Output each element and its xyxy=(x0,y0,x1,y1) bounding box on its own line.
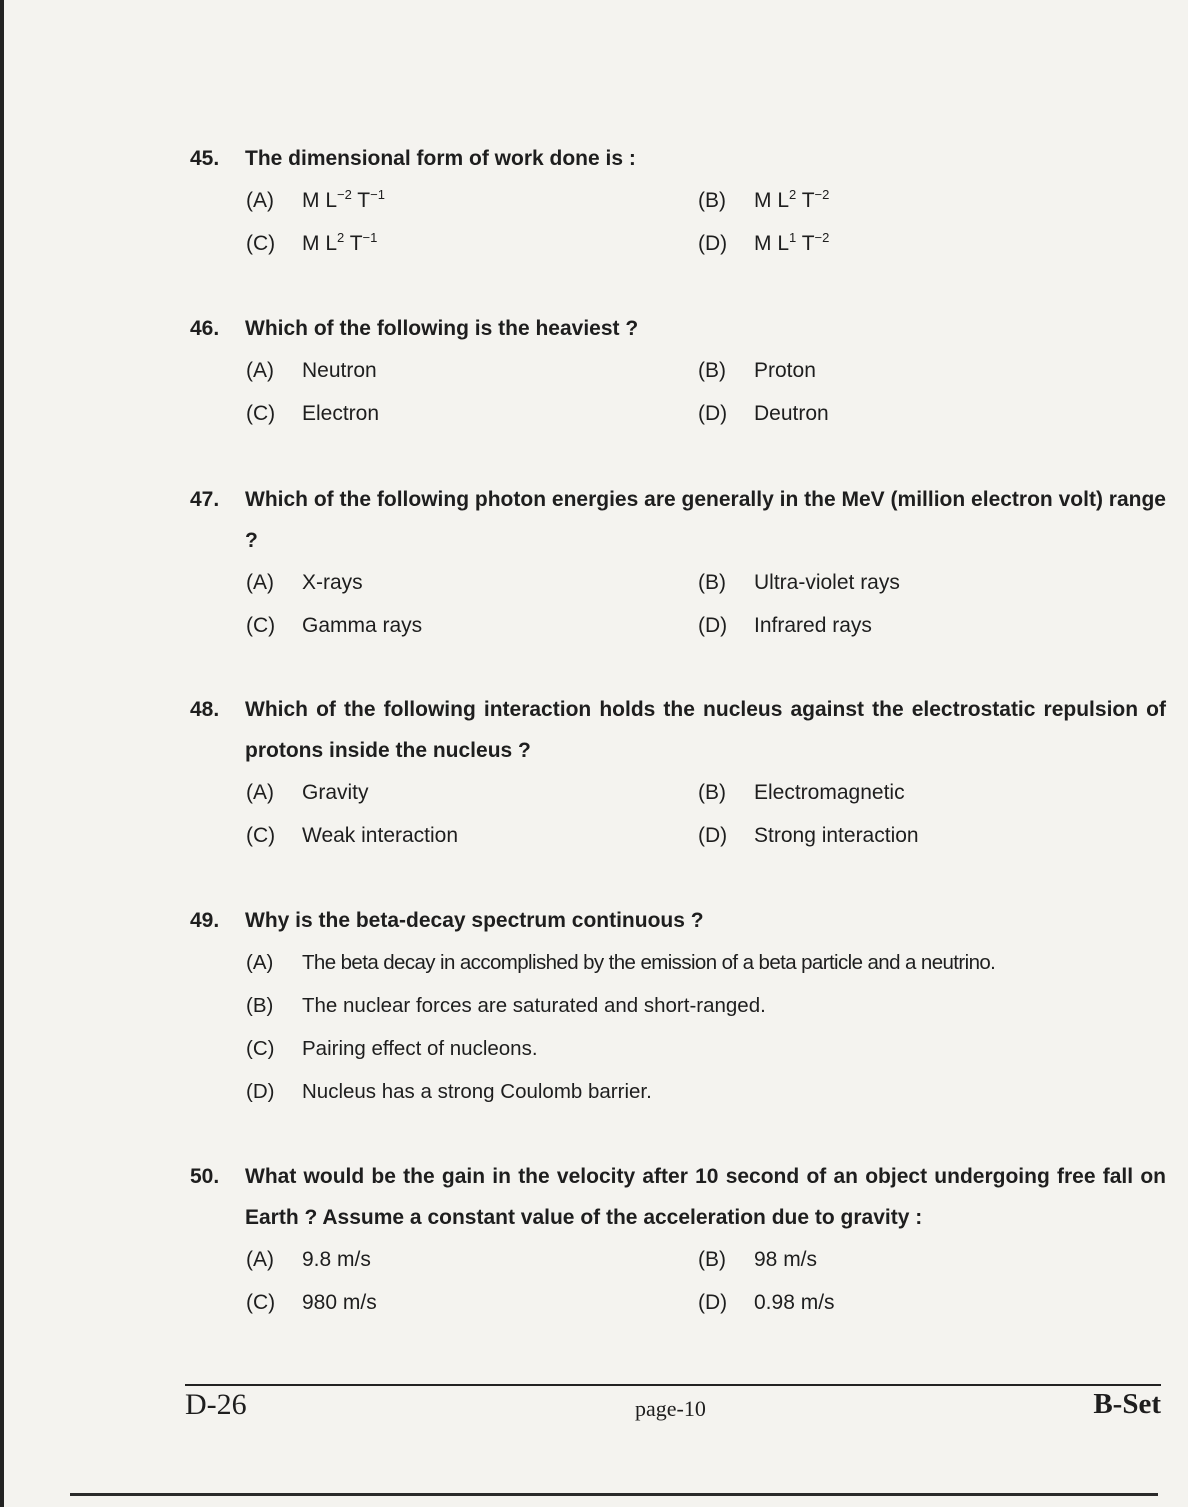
option-label: (D) xyxy=(698,614,728,637)
option-label: (D) xyxy=(698,1291,728,1314)
option-b xyxy=(698,1238,1166,1281)
question-number: 50. xyxy=(190,1165,220,1188)
option-a xyxy=(246,1238,698,1281)
option-text: Electron xyxy=(302,402,380,425)
question-49 xyxy=(190,900,1166,1113)
option-c xyxy=(246,604,698,647)
option-text: Gravity xyxy=(302,781,369,804)
option-text: Infrared rays xyxy=(754,614,872,637)
option-label: (A) xyxy=(246,189,274,212)
option-text: Proton xyxy=(754,359,816,382)
question-text: The dimensional form of work done is : xyxy=(245,147,636,170)
question-text: Which of the following is the heaviest ? xyxy=(245,317,639,340)
option-b xyxy=(246,984,1166,1027)
option-d: (D) M $L^1$ $T^{-2}$ xyxy=(698,222,1166,265)
option-label: (C) xyxy=(246,1291,276,1314)
bottom-edge-line xyxy=(70,1493,1158,1496)
option-c: (C) M $L^2$ $T^{-1}$ xyxy=(246,222,698,265)
option-d xyxy=(698,604,1166,647)
question-45 xyxy=(190,138,1166,265)
page-number: page-10 xyxy=(635,1396,706,1421)
question-number: 47. xyxy=(190,488,220,511)
option-text: 9.8 m/s xyxy=(302,1248,371,1271)
option-label: (B) xyxy=(246,994,274,1017)
paper-code: D-26 xyxy=(185,1388,247,1421)
option-text: Deutron xyxy=(754,402,829,425)
option-text: Gamma rays xyxy=(302,614,423,637)
question-46 xyxy=(190,308,1166,435)
option-d xyxy=(246,1070,1166,1113)
option-label: (C) xyxy=(246,232,276,255)
option-label: (C) xyxy=(246,614,276,637)
question-number: 49. xyxy=(190,909,220,932)
option-text: The beta decay in accomplished by the emission of a beta particle and a neutrino. xyxy=(302,951,996,974)
option-text: The nuclear forces are saturated and short-ranged. xyxy=(302,994,766,1017)
option-d xyxy=(698,814,1166,857)
option-a: (A) M $L^{-2}$ $T^{-1}$ xyxy=(246,179,698,222)
option-c xyxy=(246,1281,698,1324)
option-label: (A) xyxy=(246,951,274,974)
option-label: (A) xyxy=(246,571,274,594)
option-b xyxy=(698,561,1166,604)
question-48 xyxy=(190,689,1166,857)
option-label: (D) xyxy=(246,1080,275,1103)
option-text: Strong interaction xyxy=(754,824,919,847)
question-47 xyxy=(190,479,1166,647)
option-label: (D) xyxy=(698,402,728,425)
option-c xyxy=(246,1027,1166,1070)
question-number: 46. xyxy=(190,317,220,340)
question-text: Which of the following interaction holds the nucleus against the electrostatic repulsion of protons inside the nucleus ? xyxy=(245,698,1166,762)
set-label: B-Set xyxy=(1093,1388,1161,1420)
option-text: Neutron xyxy=(302,359,377,382)
option-a xyxy=(246,941,1166,984)
option-label: (C) xyxy=(246,824,276,847)
option-label: (A) xyxy=(246,781,274,804)
option-label: (C) xyxy=(246,402,276,425)
option-c xyxy=(246,814,698,857)
question-number: 48. xyxy=(190,698,220,721)
option-b: (B) M $L^2$ $T^{-2}$ xyxy=(698,179,1166,222)
option-label: (D) xyxy=(698,824,728,847)
option-d xyxy=(698,1281,1166,1324)
option-d xyxy=(698,392,1166,435)
option-text: 0.98 m/s xyxy=(754,1291,835,1314)
question-number: 45. xyxy=(190,147,220,170)
option-text: 98 m/s xyxy=(754,1248,818,1271)
option-text: Electromagnetic xyxy=(754,781,905,804)
option-text: Ultra-violet rays xyxy=(754,571,900,594)
option-label: (A) xyxy=(246,1248,274,1271)
option-label: (B) xyxy=(698,189,726,212)
option-label: (D) xyxy=(698,232,728,255)
question-text: What would be the gain in the velocity after 10 second of an object undergoing free fall on Earth ? Assume a constant value of the acceleration due to gravity : xyxy=(245,1165,1166,1229)
question-text: Why is the beta-decay spectrum continuous ? xyxy=(245,909,704,932)
scan-border xyxy=(0,0,4,1507)
option-a xyxy=(246,349,698,392)
option-text: Pairing effect of nucleons. xyxy=(302,1037,538,1060)
option-text: 980 m/s xyxy=(302,1291,377,1314)
option-label: (B) xyxy=(698,359,726,382)
option-label: (A) xyxy=(246,359,274,382)
option-label: (B) xyxy=(698,571,726,594)
option-label: (B) xyxy=(698,781,726,804)
option-a xyxy=(246,771,698,814)
option-text: X-rays xyxy=(302,571,363,594)
option-label: (B) xyxy=(698,1248,726,1271)
question-50 xyxy=(190,1156,1166,1324)
option-text: Nucleus has a strong Coulomb barrier. xyxy=(302,1080,652,1103)
option-c xyxy=(246,392,698,435)
option-text: Weak interaction xyxy=(302,824,459,847)
option-a xyxy=(246,561,698,604)
question-text: Which of the following photon energies are generally in the MeV (million electron volt) range ? xyxy=(245,488,1166,552)
option-label: (C) xyxy=(246,1037,275,1060)
option-b xyxy=(698,349,1166,392)
option-b xyxy=(698,771,1166,814)
footer-divider xyxy=(185,1384,1161,1386)
